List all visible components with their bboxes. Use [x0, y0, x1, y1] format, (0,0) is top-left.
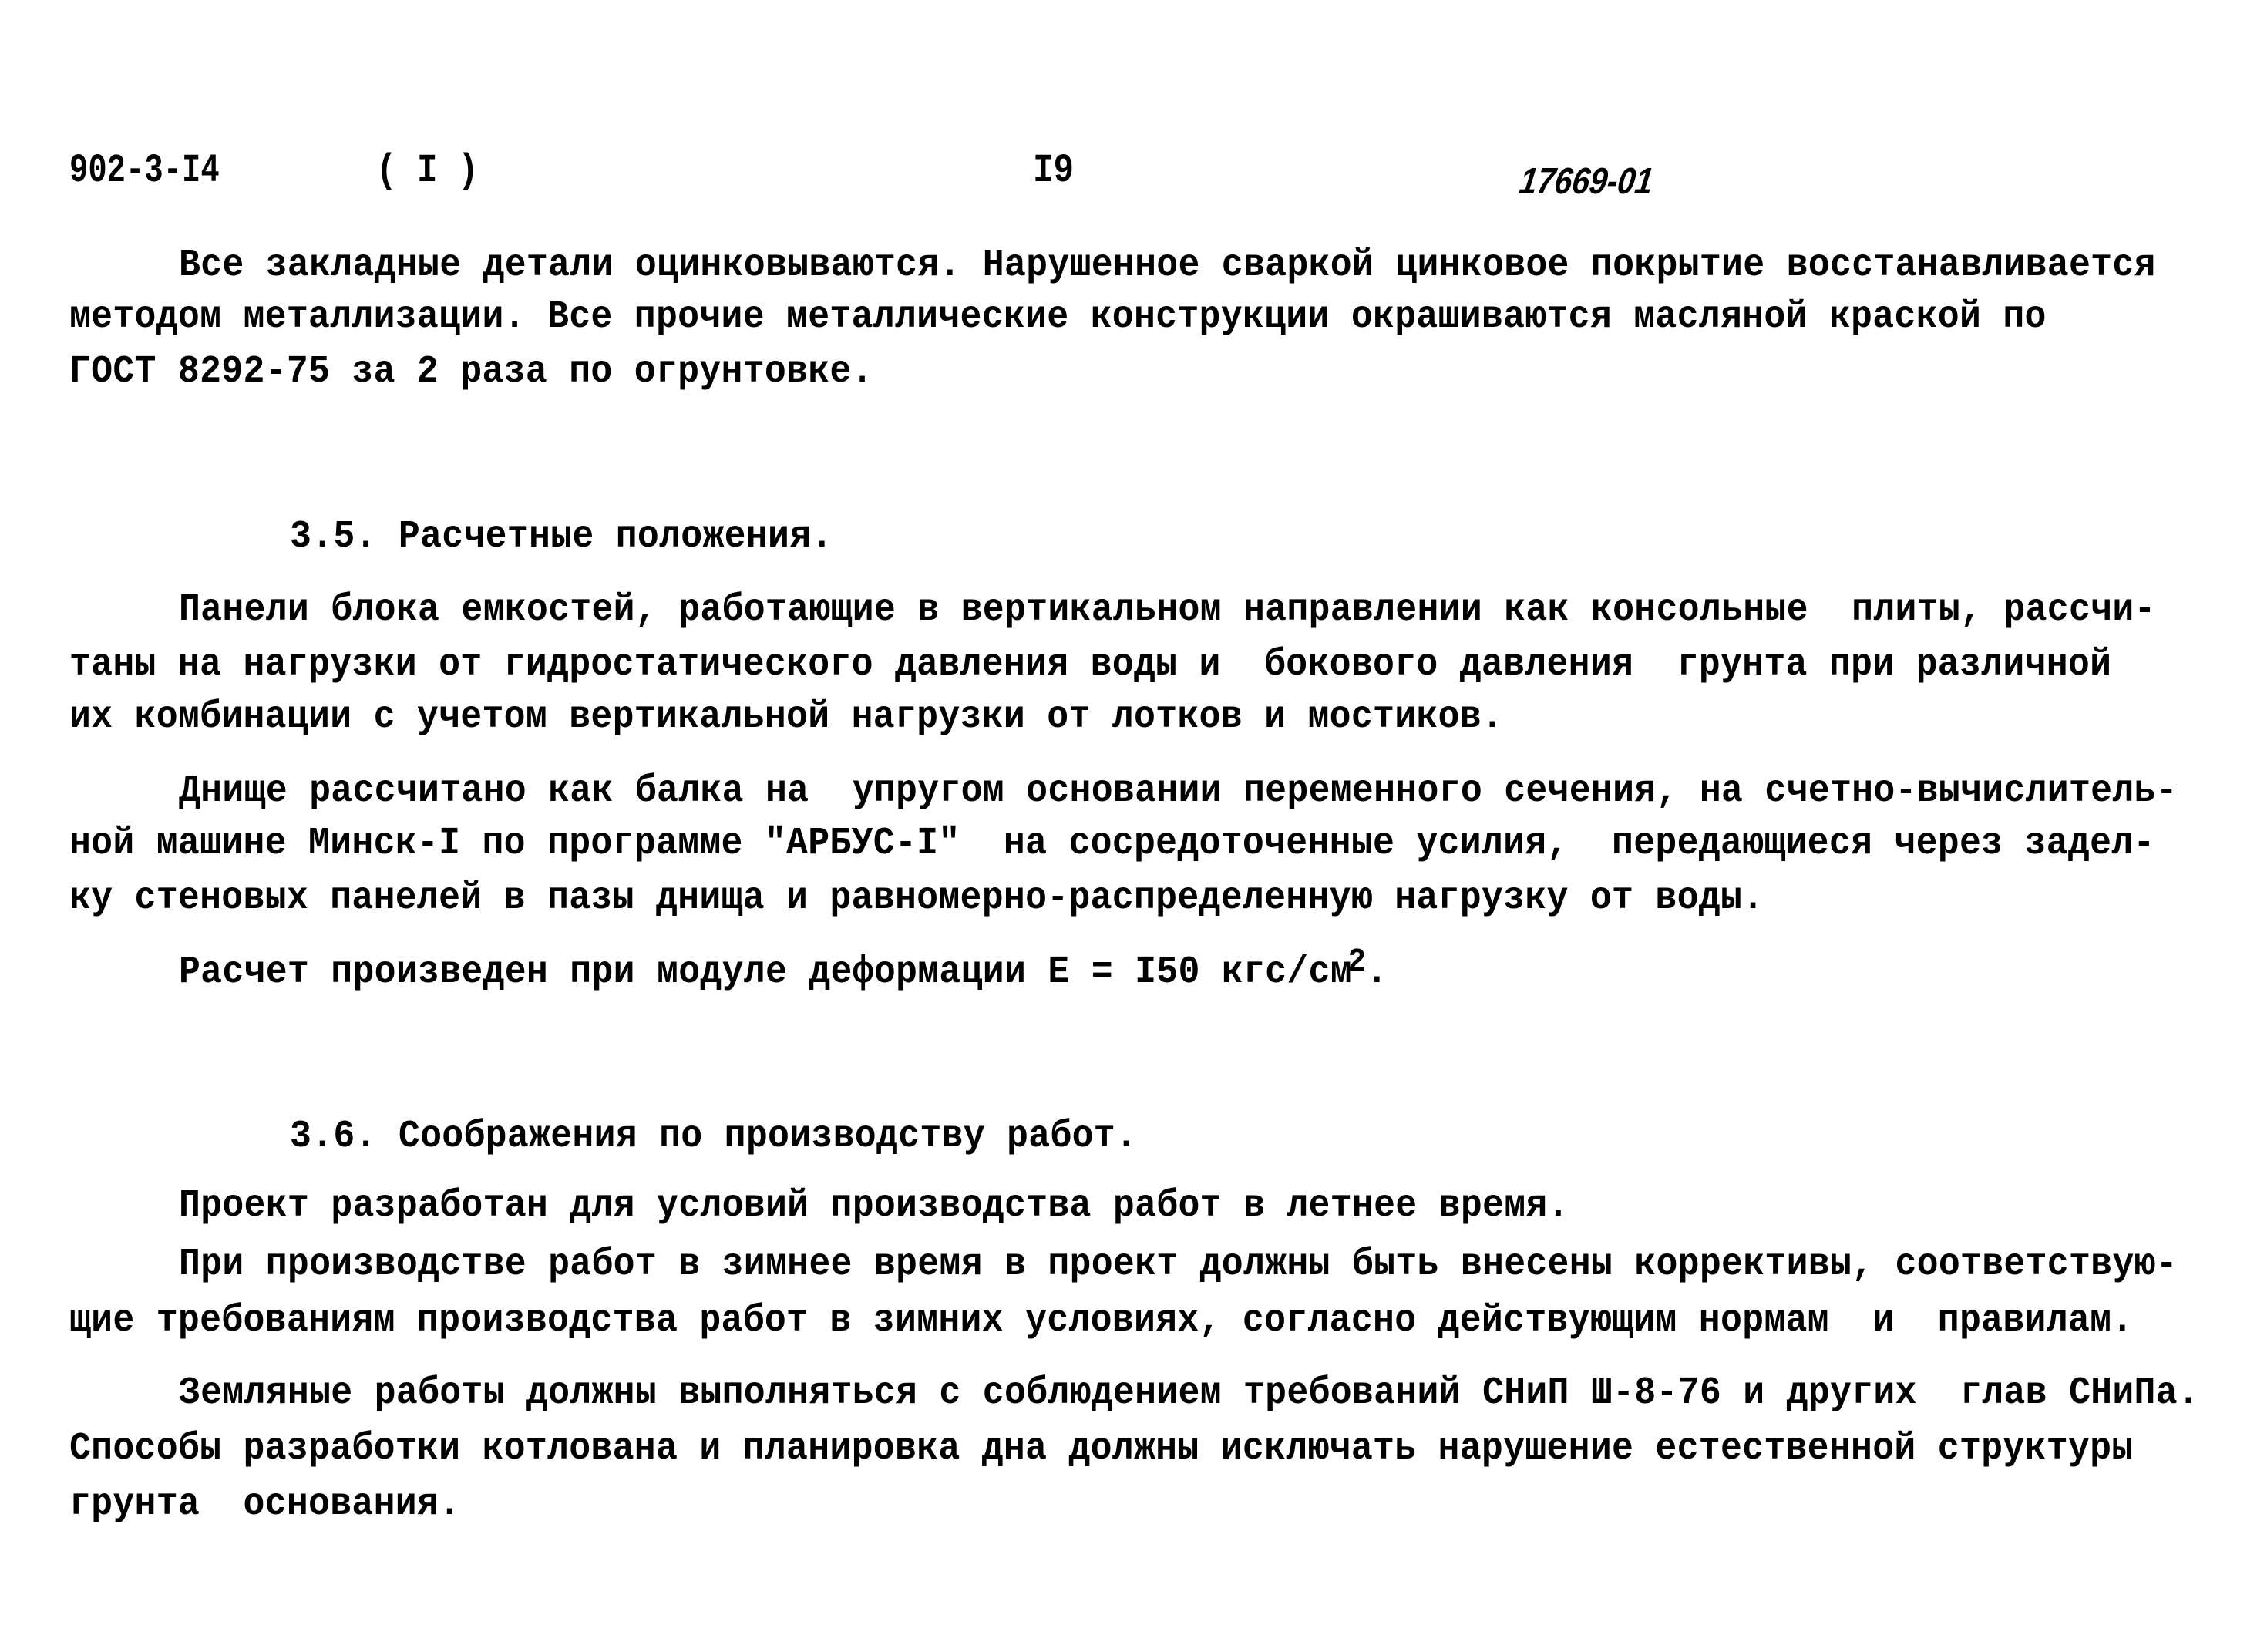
text-line: их комбинации с учетом вертикальной нагрузки от лотков и мостиков.	[69, 695, 1504, 739]
text-line: Земляные работы должны выполняться с соблюдением требований СНиП Ш-8-76 и других глав СНиПа.	[179, 1371, 2200, 1415]
doc-code: 902-3-I4	[69, 148, 220, 193]
text-line: Панели блока емкостей, работающие в вертикальном направлении как консольные плиты, рассчи-	[179, 588, 2156, 632]
text-line: щие требованиям производства работ в зимних условиях, согласно действующим нормам и правилам.	[69, 1299, 2134, 1343]
modulus-text: Расчет произведен при модуле деформации Е = I50 кгс/см	[179, 950, 1352, 994]
inventory-stamp: 17669-01	[1516, 161, 1656, 202]
text-line: ГОСТ 8292-75 за 2 раза по огрунтовке.	[69, 350, 873, 394]
text-line: грунта основания.	[69, 1482, 461, 1526]
superscript-two: 2	[1347, 944, 1367, 981]
text-line: Способы разработки котлована и планировка дна должны исключать нарушение естественной структуры	[69, 1427, 2134, 1471]
period: .	[1366, 950, 1388, 994]
text-line: Все закладные детали оцинковываются. Нарушенное сваркой цинковое покрытие восстанавливается	[179, 244, 2156, 288]
text-line: методом металлизации. Все прочие металлические конструкции окрашиваются масляной краской по	[69, 295, 2047, 339]
text-line: Проект разработан для условий производства работ в летнее время.	[179, 1184, 1569, 1228]
volume-number: ( I )	[376, 148, 479, 193]
text-line: При производстве работ в зимнее время в проект должны быть внесены коррективы, соответствую-	[179, 1243, 2178, 1287]
text-line: Днище рассчитано как балка на упругом основании переменного сечения, на счетно-вычислитель-	[179, 769, 2178, 813]
text-line: ку стеновых панелей в пазы днища и равномерно-распределенную нагрузку от воды.	[69, 876, 1764, 920]
section-heading-3-5: 3.5. Расчетные положения.	[290, 515, 833, 559]
section-heading-3-6: 3.6. Соображения по производству работ.	[290, 1115, 1138, 1159]
text-line: таны на нагрузки от гидростатического давления воды и бокового давления грунта при различной	[69, 643, 2112, 687]
text-line: ной машине Минск-I по программе "АРБУС-I" на сосредоточенные усилия, передающиеся через задел-	[69, 822, 2155, 866]
page-number: I9	[1033, 148, 1075, 193]
text-line-modulus	[179, 944, 1388, 994]
